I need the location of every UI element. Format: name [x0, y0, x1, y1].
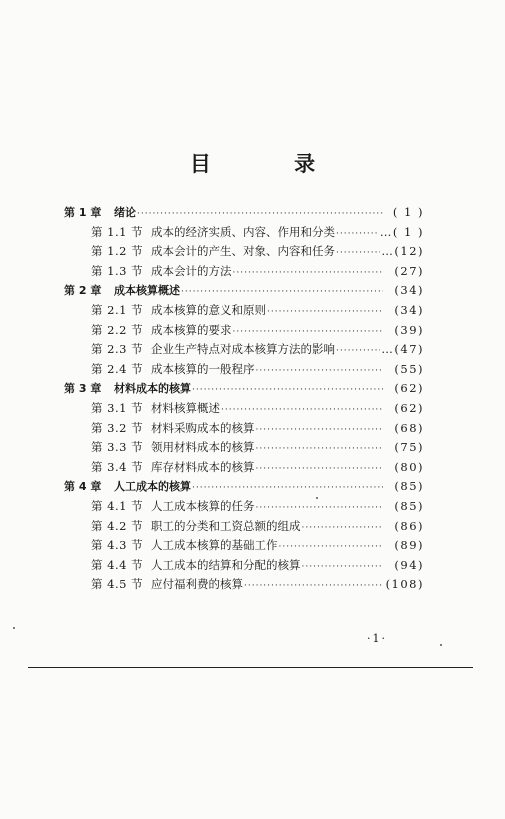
toc-entry-page: (62)	[394, 400, 424, 415]
toc-entry-number: 第 1 章	[64, 206, 102, 219]
dot-leader	[256, 440, 384, 460]
toc-entry-title: 成本会计的方法	[151, 263, 232, 278]
toc-entry-title: 成本核算概述	[114, 284, 180, 298]
dot-leader	[336, 244, 380, 264]
toc-entry-title: 成本核算的要求	[151, 322, 232, 337]
toc-entry-page: (75)	[394, 440, 424, 455]
toc-entry-page: (34)	[394, 302, 424, 317]
toc-entry-title: 人工成本核算的基础工作	[151, 538, 278, 553]
toc-entry-number: 第 2.4 节	[91, 361, 144, 376]
dot-leader	[256, 421, 384, 441]
toc-entry-number: 第 2.2 节	[91, 322, 144, 337]
toc-section-row	[64, 556, 424, 576]
toc-entry-title: 应付福利费的核算	[151, 577, 243, 592]
toc-entry-number: 第 4.4 节	[91, 557, 144, 572]
toc-entry-number: 第 3.1 节	[91, 400, 144, 415]
toc-entry-page: (39)	[394, 322, 424, 337]
toc-entry-number: 第 1.3 节	[91, 263, 144, 278]
toc-section-row	[64, 458, 424, 478]
scan-speck	[13, 627, 15, 629]
toc-section-row	[64, 360, 424, 380]
toc-entry-title: 人工成本核算的任务	[151, 498, 255, 513]
toc-chapter-row	[64, 379, 424, 399]
toc-chapter-row	[64, 477, 424, 497]
toc-section-row	[64, 575, 424, 595]
dot-leader	[302, 519, 384, 539]
toc-entry-title: 企业生产特点对成本核算方法的影响	[151, 342, 335, 357]
dot-leader	[336, 225, 379, 245]
toc-entry-number: 第 1.2 节	[91, 244, 144, 259]
toc-entry-title: 绪论	[114, 206, 136, 219]
toc-section-row	[64, 223, 424, 243]
toc-entry-page: (62)	[394, 381, 424, 396]
toc-section-row	[64, 438, 424, 458]
toc-entry-number: 第 4.5 节	[91, 577, 144, 592]
toc-entry-page: (55)	[394, 361, 424, 376]
toc-section-row	[64, 536, 424, 556]
dot-leader	[256, 460, 384, 480]
dot-leader	[267, 303, 383, 323]
toc-entry-number: 第 3.3 节	[91, 440, 144, 455]
toc-section-row	[64, 419, 424, 439]
toc-entry-page: (89)	[394, 538, 424, 553]
toc-entry-number: 第 4.3 节	[91, 538, 144, 553]
toc-entry-page: (108)	[385, 577, 424, 592]
bottom-rule	[28, 667, 473, 668]
toc-entry-number: 第 2 章	[64, 284, 102, 298]
toc-entry-title: 人工成本的核算	[114, 480, 191, 494]
toc-entry-page: (94)	[394, 557, 424, 572]
toc-entry-number: 第 2.3 节	[91, 342, 144, 357]
toc-entry-number: 第 3.4 节	[91, 459, 144, 474]
toc-chapter-row	[64, 203, 424, 223]
toc-entry-title: 人工成本的结算和分配的核算	[151, 557, 301, 572]
toc-entry-title: 材料成本的核算	[114, 382, 191, 396]
dot-leader	[192, 381, 383, 401]
toc-section-row	[64, 517, 424, 537]
toc-entry-number: 第 4.2 节	[91, 518, 144, 533]
toc-entry-page: (80)	[394, 459, 424, 474]
toc-section-row	[64, 262, 424, 282]
toc-section-row	[64, 321, 424, 341]
dot-leader	[256, 362, 384, 382]
toc-entry-title: 成本核算的一般程序	[151, 361, 255, 376]
page-number: ·1·	[367, 632, 387, 645]
toc-entry-page: …(47)	[381, 342, 424, 357]
toc-entry-number: 第 1.1 节	[91, 224, 144, 239]
toc-section-row	[64, 340, 424, 360]
toc-chapter-row	[64, 281, 424, 301]
dot-leader	[302, 558, 384, 578]
toc-entry-number: 第 4 章	[64, 480, 102, 494]
dot-leader	[244, 577, 383, 597]
page-title: 目 录	[189, 152, 354, 176]
toc-entry-number: 第 3 章	[64, 382, 102, 396]
dot-leader	[233, 264, 384, 284]
toc-entry-page: ( 1 )	[392, 205, 424, 219]
toc-entry-page: …(12)	[381, 244, 424, 259]
toc-section-row	[64, 301, 424, 321]
scan-speck	[316, 497, 318, 499]
toc-section-row	[64, 242, 424, 262]
toc-entry-number: 第 2.1 节	[91, 302, 144, 317]
toc-entry-page: (85)	[394, 498, 424, 513]
toc-entry-title: 职工的分类和工资总额的组成	[151, 518, 301, 533]
toc-section-row	[64, 497, 424, 517]
toc-entry-page: (86)	[394, 518, 424, 533]
toc-entry-title: 材料核算概述	[151, 400, 220, 415]
toc-entry-page: (68)	[394, 420, 424, 435]
toc-entry-title: 成本的经济实质、内容、作用和分类	[151, 224, 335, 239]
toc-entry-title: 领用材料成本的核算	[151, 440, 255, 455]
table-of-contents	[64, 203, 424, 595]
toc-entry-title: 材料采购成本的核算	[151, 420, 255, 435]
toc-section-row	[64, 399, 424, 419]
toc-entry-number: 第 4.1 节	[91, 498, 144, 513]
toc-entry-title: 库存材料成本的核算	[151, 459, 255, 474]
toc-entry-page: …( 1 )	[379, 224, 424, 239]
toc-entry-page: (85)	[394, 479, 424, 494]
toc-entry-title: 成本核算的意义和原则	[151, 302, 266, 317]
scan-speck	[440, 644, 442, 646]
toc-entry-page: (34)	[394, 283, 424, 298]
dot-leader	[336, 342, 380, 362]
toc-entry-title: 成本会计的产生、对象、内容和任务	[151, 244, 335, 259]
toc-entry-page: (27)	[394, 263, 424, 278]
toc-entry-number: 第 3.2 节	[91, 420, 144, 435]
